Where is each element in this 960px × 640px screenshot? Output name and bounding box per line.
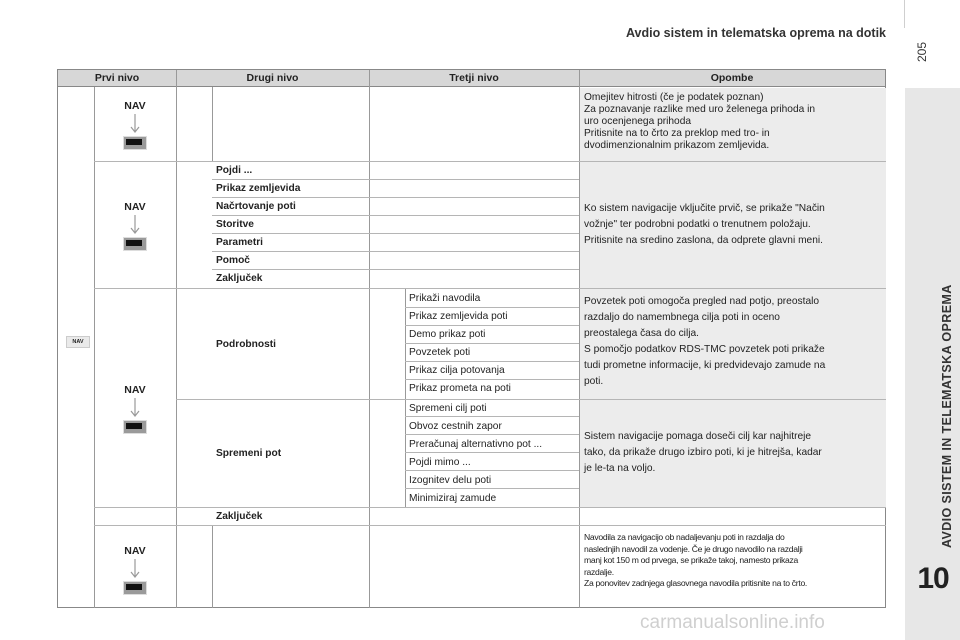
- arrow-down-icon: [128, 114, 142, 134]
- vline: [94, 87, 95, 608]
- menu-item-pojdi: Pojdi ...: [216, 165, 253, 176]
- hline: [94, 507, 886, 508]
- header-drugi-nivo: Drugi nivo: [176, 70, 369, 87]
- hline: [405, 470, 579, 471]
- menu-table: [57, 69, 886, 608]
- hline: [94, 525, 886, 526]
- nav-label: NAV: [124, 100, 146, 112]
- hline: [212, 269, 579, 270]
- vline: [579, 70, 580, 608]
- submenu-item: Povzetek poti: [409, 347, 471, 358]
- menu-item-pomoc: Pomoč: [216, 255, 250, 266]
- page-header-title: Avdio sistem in telematska oprema na dotik: [625, 26, 886, 40]
- hline: [405, 452, 579, 453]
- side-chapter-title: AVDIO SISTEM IN TELEMATSKA OPREMA: [940, 284, 954, 548]
- podrobnosti-note: Povzetek poti omogoča pregled nad potjo, preostalo razdaljo do namembnega cilja poti in oceno preostalega časa do cilja. S pomočjo podatkov RDS-TMC povzetek poti prikaže tudi prometne informacije, ki predvidevajo zamude na poti.: [584, 296, 826, 387]
- hline: [405, 307, 579, 308]
- screen-icon: [123, 420, 147, 434]
- submenu-item: Prikaz cilja potovanja: [409, 365, 505, 376]
- menu-item-storitve: Storitve: [216, 219, 254, 230]
- submenu-item: Prikaz prometa na poti: [409, 383, 511, 394]
- screen-icon: [123, 237, 147, 251]
- last-note: Navodila za navigacijo ob nadaljevanju poti in razdalja do naslednjih navodil za vodenje. Če je drugo navodilo na razdalji manj kot 150 m od prvega, se prikaže takoj, namesto prikaza razdalje. Za ponovitev zadnjega glasovnega navodila pritisnite na to črto.: [584, 532, 808, 588]
- top-divider: [904, 0, 905, 28]
- submenu-item: Pojdi mimo ...: [409, 457, 471, 468]
- submenu-item: Minimiziraj zamude: [409, 493, 497, 504]
- header-prvi-nivo: Prvi nivo: [58, 70, 176, 87]
- nav-button-icon: [110, 201, 160, 251]
- vline: [212, 87, 213, 162]
- chapter-number: 10: [917, 562, 949, 595]
- hline: [212, 251, 579, 252]
- arrow-down-icon: [128, 215, 142, 235]
- hline: [405, 325, 579, 326]
- hline: [94, 161, 886, 162]
- nav-label: NAV: [124, 384, 146, 396]
- submenu-item: Prikaz zemljevida poti: [409, 311, 508, 322]
- watermark: carmanualsonline.info: [640, 612, 825, 633]
- menu-item-spremeni-pot: Spremeni pot: [216, 448, 282, 459]
- arrow-down-icon: [128, 398, 142, 418]
- screen-icon: [123, 136, 147, 150]
- hline: [405, 361, 579, 362]
- group2-note: Ko sistem navigacije vključite prvič, se prikaže "Način vožnje" ter podrobni podatki o trenutnem položaju. Pritisnite na sredino zaslona, da odprete glavni meni.: [584, 203, 825, 246]
- header-tretji-nivo: Tretji nivo: [369, 70, 579, 87]
- hline: [94, 288, 886, 289]
- menu-item-parametri: Parametri: [216, 237, 264, 248]
- screen-icon: [123, 581, 147, 595]
- vline: [212, 525, 213, 608]
- nav-button-icon: [110, 545, 160, 595]
- arrow-down-icon: [128, 559, 142, 579]
- hline: [405, 416, 579, 417]
- hline: [405, 379, 579, 380]
- submenu-item: Demo prikaz poti: [409, 329, 486, 340]
- spremeni-note: Sistem navigacije pomaga doseči cilj kar najhitreje tako, da prikaže drugo izbiro poti, ki je hitrejša, kadar je le-ta na voljo.: [584, 431, 822, 474]
- vline: [176, 70, 177, 608]
- submenu-item: Obvoz cestnih zapor: [409, 421, 502, 432]
- menu-item-prikaz-zemljevida: Prikaz zemljevida: [216, 183, 301, 194]
- row1-note: Omejitev hitrosti (če je podatek poznan) Za poznavanje razlike med uro želenega prihoda in uro ocenjenega prihoda Pritisnite na to črto za preklop med tro- in dvodimenzionalnim prikazom zemljevida.: [584, 92, 816, 151]
- hline: [212, 233, 579, 234]
- menu-item-zakljucek-2: Zaključek: [216, 511, 263, 522]
- submenu-item: Spremeni cilj poti: [409, 403, 487, 414]
- vline: [369, 70, 370, 608]
- header-opombe: Opombe: [579, 70, 885, 87]
- nav-button-icon: [110, 100, 160, 150]
- menu-item-zakljucek: Zaključek: [216, 273, 263, 284]
- submenu-item: Prikaži navodila: [409, 293, 481, 304]
- hline: [212, 197, 579, 198]
- submenu-item: Izognitev delu poti: [409, 475, 492, 486]
- hline: [405, 488, 579, 489]
- submenu-item: Preračunaj alternativno pot ...: [409, 439, 543, 450]
- hline: [212, 179, 579, 180]
- hline: [405, 343, 579, 344]
- hline: [405, 434, 579, 435]
- menu-item-nacrtovanje-poti: Načrtovanje poti: [216, 201, 296, 212]
- hline: [176, 399, 886, 400]
- hline: [212, 215, 579, 216]
- nav-label: NAV: [124, 201, 146, 213]
- nav-button-icon: [110, 384, 160, 434]
- menu-item-podrobnosti: Podrobnosti: [216, 339, 276, 350]
- vline: [405, 289, 406, 507]
- page-number: 205: [915, 41, 929, 62]
- nav-label: NAV: [124, 545, 146, 557]
- nav-small-icon: NAV: [66, 336, 90, 348]
